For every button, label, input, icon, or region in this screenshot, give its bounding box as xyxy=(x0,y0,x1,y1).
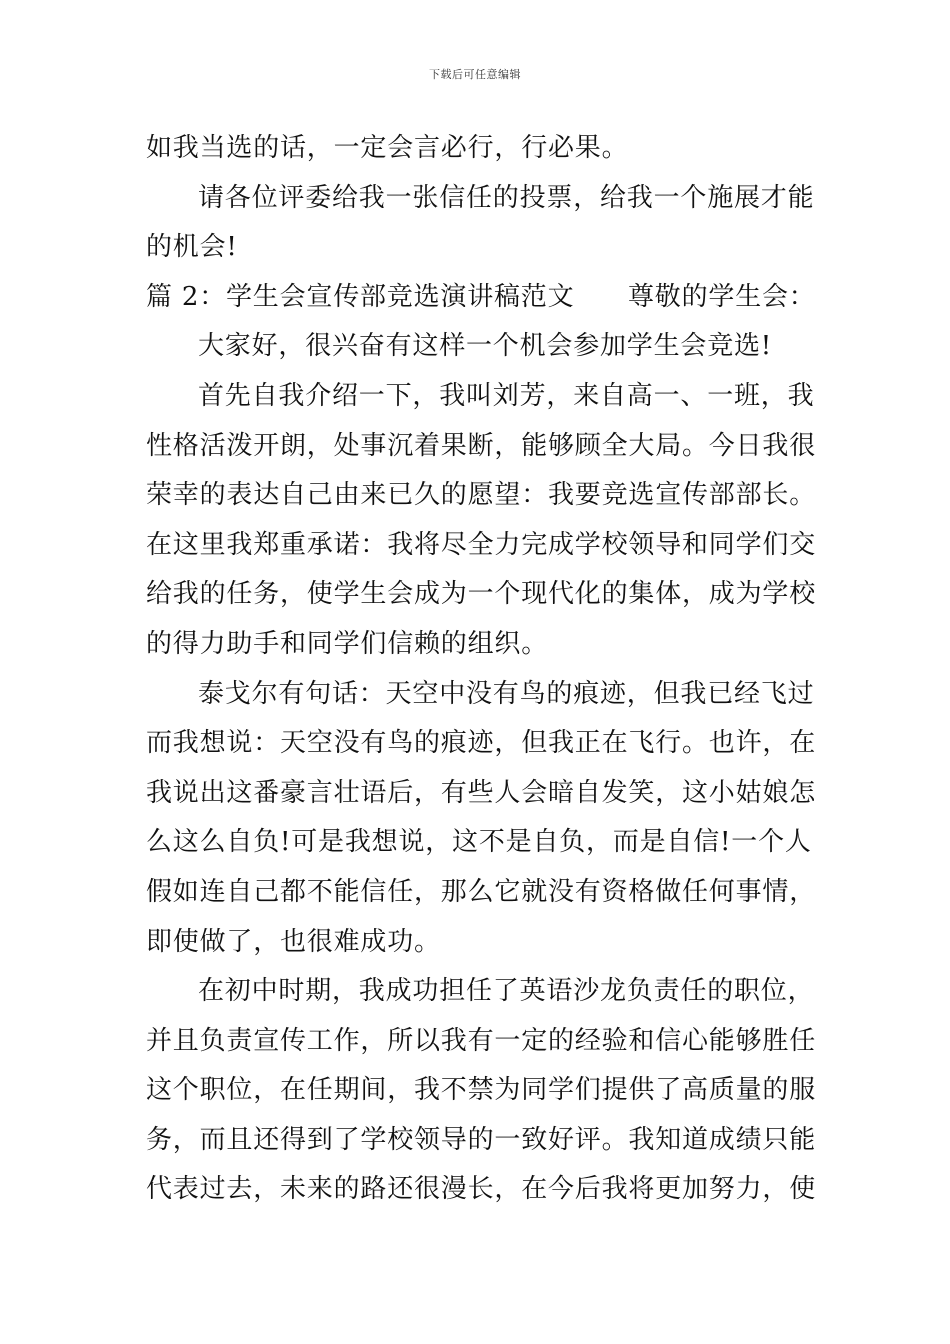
text-line: 在这里我郑重承诺：我将尽全力完成学校领导和同学们交 xyxy=(146,529,817,560)
text-line: 而我想说：天空没有鸟的痕迹，但我正在飞行。也许，在 xyxy=(146,728,817,759)
text-line: 务，而且还得到了学校领导的一致好评。我知道成绩只能 xyxy=(146,1124,817,1155)
text-line: 在初中时期，我成功担任了英语沙龙负责任的职位， xyxy=(198,976,815,1007)
text-line: 这个职位，在任期间，我不禁为同学们提供了高质量的服 xyxy=(146,1075,817,1106)
text-line: 如我当选的话，一定会言必行，行必果。 xyxy=(146,133,629,163)
document-body xyxy=(146,124,817,1215)
text-line: 荣幸的表达自己由来已久的愿望：我要竞选宣传部部长。 xyxy=(146,480,817,511)
section-heading: 篇 2：学生会宣传部竞选演讲稿范文 尊敬的学生会： xyxy=(146,281,816,312)
text-line: 我说出这番豪言壮语后，有些人会暗自发笑，这小姑娘怎 xyxy=(146,777,817,808)
text-line: 给我的任务，使学生会成为一个现代化的集体，成为学校 xyxy=(146,579,817,610)
text-line: 首先自我介绍一下，我叫刘芳，来自高一、一班，我 xyxy=(198,380,815,411)
text-line: 请各位评委给我一张信任的投票，给我一个施展才能 xyxy=(198,182,815,213)
text-line: 的机会! xyxy=(146,232,238,263)
text-line: 泰戈尔有句话：天空中没有鸟的痕迹，但我已经飞过 xyxy=(198,678,815,709)
text-line: 性格活泼开朗，处事沉着果断，能够顾全大局。今日我很 xyxy=(146,430,817,461)
text-line: 么这么自负!可是我想说，这不是自负，而是自信!一个人 xyxy=(146,827,812,858)
text-line: 大家好，很兴奋有这样一个机会参加学生会竞选! xyxy=(198,331,773,362)
text-line: 假如连自己都不能信任，那么它就没有资格做任何事情， xyxy=(146,876,817,907)
text-line: 并且负责宣传工作，所以我有一定的经验和信心能够胜任 xyxy=(146,1025,817,1056)
text-line: 代表过去，未来的路还很漫长，在今后我将更加努力，使 xyxy=(146,1174,817,1205)
text-line: 的得力助手和同学们信赖的组织。 xyxy=(146,628,549,659)
page-header: 下载后可任意编辑 xyxy=(429,68,521,81)
text-line: 即使做了，也很难成功。 xyxy=(146,926,441,957)
